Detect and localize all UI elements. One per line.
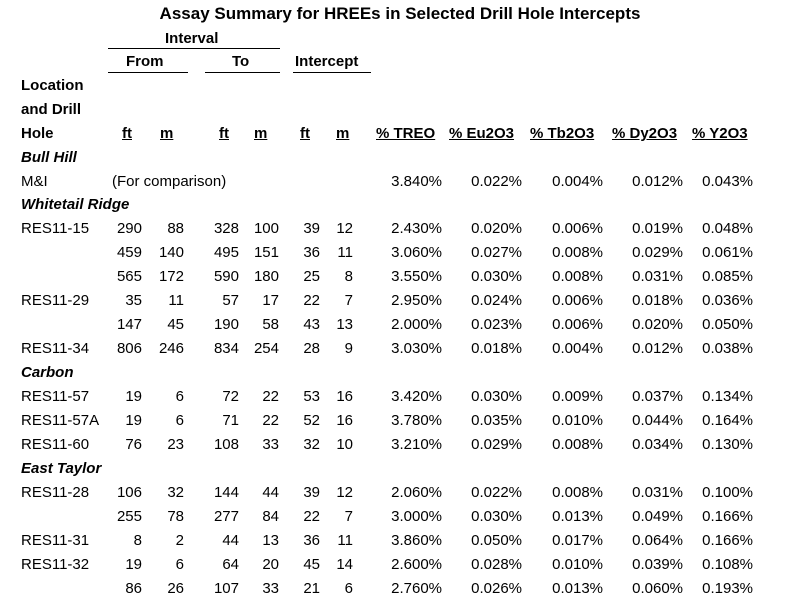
cell-hole: RES11-31 bbox=[21, 532, 90, 549]
cell-y: 0.061% bbox=[702, 244, 753, 261]
unit-header: ft bbox=[122, 125, 132, 142]
mi-hole: M&I bbox=[21, 173, 48, 190]
intercept-header: Intercept bbox=[295, 53, 359, 70]
cell-int-m: 10 bbox=[336, 436, 353, 453]
cell-tb: 0.017% bbox=[552, 532, 603, 549]
cell-to-ft: 495 bbox=[213, 244, 239, 261]
cell-dy: 0.031% bbox=[632, 268, 683, 285]
cell-to-m: 17 bbox=[262, 292, 279, 309]
unit-header: m bbox=[254, 125, 268, 142]
cell-to-ft: 834 bbox=[213, 340, 239, 357]
cell-from-ft: 35 bbox=[125, 292, 142, 309]
cell-tb: 0.009% bbox=[552, 388, 603, 405]
cell-hole: RES11-29 bbox=[21, 292, 90, 309]
cell-dy: 0.044% bbox=[632, 412, 683, 429]
cell-y: 0.036% bbox=[702, 292, 753, 309]
cell-dy: 0.039% bbox=[632, 556, 683, 573]
cell-to-ft: 71 bbox=[222, 412, 239, 429]
cell-int-m: 9 bbox=[344, 340, 353, 357]
unit-header: ft bbox=[300, 125, 310, 142]
cell-from-m: 6 bbox=[175, 412, 184, 429]
cell-to-ft: 57 bbox=[222, 292, 239, 309]
cell-to-m: 33 bbox=[262, 580, 279, 597]
cell-y: 0.100% bbox=[702, 484, 753, 501]
cell-to-m: 22 bbox=[262, 388, 279, 405]
treo-header: % TREO bbox=[376, 125, 436, 142]
cell-int-m: 11 bbox=[337, 532, 353, 549]
cell-from-m: 172 bbox=[158, 268, 184, 285]
cell-treo: 3.030% bbox=[391, 340, 442, 357]
cell-from-m: 11 bbox=[168, 292, 184, 309]
cell-to-m: 33 bbox=[262, 436, 279, 453]
cell-eu: 0.018% bbox=[471, 340, 522, 357]
cell-from-m: 140 bbox=[158, 244, 184, 261]
cell-from-ft: 76 bbox=[125, 436, 142, 453]
cell-from-m: 246 bbox=[158, 340, 184, 357]
cell-tb: 0.004% bbox=[552, 340, 603, 357]
cell-int-m: 7 bbox=[344, 508, 353, 525]
cell-from-ft: 147 bbox=[116, 316, 142, 333]
cell-int-ft: 22 bbox=[303, 292, 320, 309]
cell-treo: 2.000% bbox=[391, 316, 442, 333]
cell-to-ft: 190 bbox=[213, 316, 239, 333]
cell-to-m: 180 bbox=[253, 268, 279, 285]
cell-y: 0.164% bbox=[702, 412, 753, 429]
section-heading: Whitetail Ridge bbox=[21, 196, 130, 213]
cell-from-ft: 19 bbox=[125, 556, 142, 573]
cell-dy: 0.020% bbox=[632, 316, 683, 333]
mi-dy: 0.012% bbox=[632, 173, 683, 190]
location-header-line2: and Drill bbox=[21, 101, 82, 118]
cell-to-m: 20 bbox=[262, 556, 279, 573]
cell-int-m: 8 bbox=[344, 268, 353, 285]
cell-int-ft: 43 bbox=[303, 316, 320, 333]
cell-to-m: 13 bbox=[262, 532, 279, 549]
cell-int-ft: 21 bbox=[303, 580, 320, 597]
cell-to-m: 254 bbox=[253, 340, 279, 357]
cell-from-ft: 86 bbox=[125, 580, 142, 597]
section-heading: Bull Hill bbox=[21, 149, 77, 166]
cell-int-m: 16 bbox=[336, 388, 353, 405]
y-header: % Y2O3 bbox=[692, 125, 748, 142]
cell-from-ft: 565 bbox=[116, 268, 142, 285]
cell-int-m: 12 bbox=[336, 484, 353, 501]
cell-int-ft: 22 bbox=[303, 508, 320, 525]
section-heading: East Taylor bbox=[21, 460, 102, 477]
interval-header: Interval bbox=[165, 30, 219, 47]
dy-header: % Dy2O3 bbox=[612, 125, 678, 142]
cell-to-ft: 144 bbox=[213, 484, 239, 501]
cell-y: 0.085% bbox=[702, 268, 753, 285]
cell-dy: 0.037% bbox=[632, 388, 683, 405]
cell-hole: RES11-57A bbox=[21, 412, 100, 429]
mi-eu: 0.022% bbox=[471, 173, 522, 190]
mi-note: (For comparison) bbox=[112, 173, 227, 190]
cell-tb: 0.008% bbox=[552, 436, 603, 453]
cell-eu: 0.050% bbox=[471, 532, 522, 549]
cell-eu: 0.029% bbox=[471, 436, 522, 453]
cell-eu: 0.020% bbox=[471, 220, 522, 237]
cell-y: 0.038% bbox=[702, 340, 753, 357]
cell-to-m: 84 bbox=[262, 508, 279, 525]
cell-dy: 0.060% bbox=[632, 580, 683, 597]
cell-treo: 3.210% bbox=[391, 436, 442, 453]
cell-from-ft: 255 bbox=[116, 508, 142, 525]
cell-int-ft: 36 bbox=[303, 244, 320, 261]
location-header-line3: Hole bbox=[21, 125, 54, 142]
mi-tb: 0.004% bbox=[552, 173, 603, 190]
cell-from-m: 32 bbox=[167, 484, 184, 501]
cell-treo: 3.780% bbox=[391, 412, 442, 429]
table-title: Assay Summary for HREEs in Selected Drill Hole Intercepts bbox=[159, 4, 641, 23]
cell-tb: 0.010% bbox=[552, 412, 603, 429]
cell-tb: 0.006% bbox=[552, 316, 603, 333]
cell-int-m: 14 bbox=[336, 556, 353, 573]
cell-treo: 2.600% bbox=[391, 556, 442, 573]
cell-tb: 0.006% bbox=[552, 220, 603, 237]
cell-from-ft: 106 bbox=[116, 484, 142, 501]
section-heading: Carbon bbox=[21, 364, 74, 381]
cell-hole: RES11-57 bbox=[21, 388, 90, 405]
cell-hole: RES11-28 bbox=[21, 484, 90, 501]
location-header-line1: Location bbox=[21, 77, 84, 94]
cell-y: 0.166% bbox=[702, 508, 753, 525]
cell-from-m: 6 bbox=[175, 556, 184, 573]
cell-int-ft: 39 bbox=[303, 220, 320, 237]
mi-y: 0.043% bbox=[702, 173, 753, 190]
unit-header: ft bbox=[219, 125, 229, 142]
tb-header: % Tb2O3 bbox=[530, 125, 595, 142]
cell-from-m: 88 bbox=[167, 220, 184, 237]
cell-y: 0.108% bbox=[702, 556, 753, 573]
cell-eu: 0.022% bbox=[471, 484, 522, 501]
cell-y: 0.050% bbox=[702, 316, 753, 333]
cell-to-ft: 590 bbox=[213, 268, 239, 285]
unit-header: m bbox=[160, 125, 174, 142]
cell-tb: 0.008% bbox=[552, 244, 603, 261]
cell-treo: 2.950% bbox=[391, 292, 442, 309]
cell-eu: 0.027% bbox=[471, 244, 522, 261]
cell-dy: 0.019% bbox=[632, 220, 683, 237]
cell-to-ft: 44 bbox=[222, 532, 239, 549]
cell-from-ft: 290 bbox=[116, 220, 142, 237]
cell-y: 0.134% bbox=[702, 388, 753, 405]
cell-to-ft: 64 bbox=[222, 556, 239, 573]
interval-rule bbox=[108, 48, 280, 49]
cell-from-ft: 459 bbox=[116, 244, 142, 261]
cell-int-m: 7 bbox=[344, 292, 353, 309]
cell-treo: 2.430% bbox=[391, 220, 442, 237]
cell-to-m: 58 bbox=[262, 316, 279, 333]
cell-to-m: 44 bbox=[262, 484, 279, 501]
cell-dy: 0.029% bbox=[632, 244, 683, 261]
cell-treo: 3.550% bbox=[391, 268, 442, 285]
cell-to-ft: 107 bbox=[213, 580, 239, 597]
cell-from-m: 23 bbox=[167, 436, 184, 453]
cell-hole: RES11-15 bbox=[21, 220, 90, 237]
cell-from-ft: 19 bbox=[125, 412, 142, 429]
cell-eu: 0.028% bbox=[471, 556, 522, 573]
cell-dy: 0.034% bbox=[632, 436, 683, 453]
cell-to-m: 100 bbox=[253, 220, 279, 237]
cell-tb: 0.008% bbox=[552, 268, 603, 285]
cell-treo: 2.760% bbox=[391, 580, 442, 597]
cell-treo: 3.420% bbox=[391, 388, 442, 405]
unit-header: m bbox=[336, 125, 350, 142]
cell-hole: RES11-60 bbox=[21, 436, 90, 453]
cell-tb: 0.013% bbox=[552, 580, 603, 597]
cell-from-ft: 806 bbox=[116, 340, 142, 357]
cell-eu: 0.026% bbox=[471, 580, 522, 597]
cell-eu: 0.030% bbox=[471, 508, 522, 525]
cell-int-ft: 52 bbox=[303, 412, 320, 429]
cell-to-ft: 277 bbox=[213, 508, 239, 525]
cell-dy: 0.064% bbox=[632, 532, 683, 549]
cell-int-ft: 39 bbox=[303, 484, 320, 501]
cell-hole: RES11-32 bbox=[21, 556, 90, 573]
cell-y: 0.048% bbox=[702, 220, 753, 237]
cell-int-ft: 32 bbox=[303, 436, 320, 453]
cell-treo: 3.060% bbox=[391, 244, 442, 261]
mi-treo: 3.840% bbox=[391, 173, 442, 190]
cell-tb: 0.013% bbox=[552, 508, 603, 525]
cell-eu: 0.024% bbox=[471, 292, 522, 309]
cell-treo: 3.000% bbox=[391, 508, 442, 525]
from-rule bbox=[108, 72, 188, 73]
cell-int-m: 13 bbox=[336, 316, 353, 333]
cell-dy: 0.012% bbox=[632, 340, 683, 357]
cell-tb: 0.006% bbox=[552, 292, 603, 309]
cell-to-m: 22 bbox=[262, 412, 279, 429]
cell-tb: 0.010% bbox=[552, 556, 603, 573]
to-rule bbox=[205, 72, 280, 73]
cell-hole: RES11-34 bbox=[21, 340, 90, 357]
cell-to-ft: 72 bbox=[222, 388, 239, 405]
cell-eu: 0.030% bbox=[471, 268, 522, 285]
cell-to-m: 151 bbox=[253, 244, 279, 261]
cell-eu: 0.035% bbox=[471, 412, 522, 429]
cell-int-m: 12 bbox=[336, 220, 353, 237]
cell-to-ft: 328 bbox=[213, 220, 239, 237]
cell-from-m: 26 bbox=[167, 580, 184, 597]
cell-int-ft: 28 bbox=[303, 340, 320, 357]
cell-from-m: 45 bbox=[167, 316, 184, 333]
cell-int-m: 16 bbox=[336, 412, 353, 429]
cell-dy: 0.018% bbox=[632, 292, 683, 309]
cell-dy: 0.031% bbox=[632, 484, 683, 501]
from-header: From bbox=[126, 53, 164, 70]
cell-from-ft: 19 bbox=[125, 388, 142, 405]
cell-int-ft: 45 bbox=[303, 556, 320, 573]
cell-from-m: 6 bbox=[175, 388, 184, 405]
cell-to-ft: 108 bbox=[213, 436, 239, 453]
cell-y: 0.193% bbox=[702, 580, 753, 597]
cell-int-m: 6 bbox=[344, 580, 353, 597]
cell-int-ft: 25 bbox=[303, 268, 320, 285]
eu-header: % Eu2O3 bbox=[449, 125, 515, 142]
cell-int-ft: 36 bbox=[303, 532, 320, 549]
cell-int-m: 11 bbox=[337, 244, 353, 261]
cell-y: 0.166% bbox=[702, 532, 753, 549]
cell-treo: 3.860% bbox=[391, 532, 442, 549]
to-header: To bbox=[232, 53, 250, 70]
cell-int-ft: 53 bbox=[303, 388, 320, 405]
cell-tb: 0.008% bbox=[552, 484, 603, 501]
cell-eu: 0.023% bbox=[471, 316, 522, 333]
cell-y: 0.130% bbox=[702, 436, 753, 453]
cell-from-m: 2 bbox=[175, 532, 184, 549]
cell-eu: 0.030% bbox=[471, 388, 522, 405]
cell-from-ft: 8 bbox=[133, 532, 142, 549]
cell-dy: 0.049% bbox=[632, 508, 683, 525]
cell-from-m: 78 bbox=[167, 508, 184, 525]
intercept-rule bbox=[293, 72, 371, 73]
cell-treo: 2.060% bbox=[391, 484, 442, 501]
